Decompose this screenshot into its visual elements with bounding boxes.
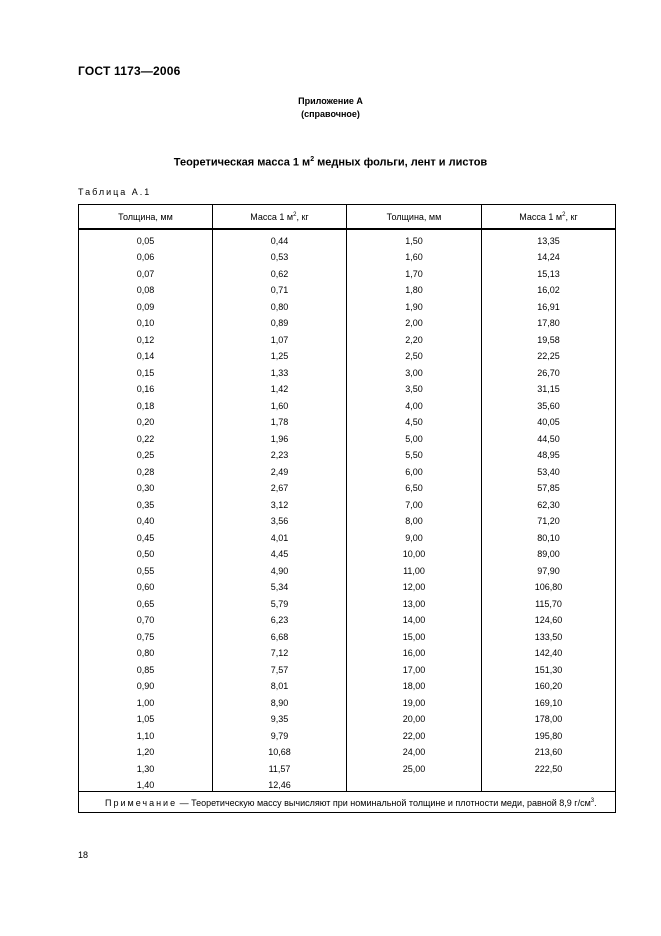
cell-thickness-1: 0,14 — [79, 346, 213, 363]
cell-thickness-1: 0,30 — [79, 478, 213, 495]
cell-mass-1: 6,68 — [213, 626, 347, 643]
cell-mass-1: 4,45 — [213, 544, 347, 561]
cell-thickness-1: 1,10 — [79, 725, 213, 742]
cell-thickness-2: 19,00 — [347, 692, 482, 709]
cell-mass-2 — [482, 775, 616, 792]
cell-mass-2: 16,02 — [482, 280, 616, 297]
cell-thickness-1: 0,06 — [79, 247, 213, 264]
cell-thickness-2: 12,00 — [347, 577, 482, 594]
cell-mass-2: 222,50 — [482, 758, 616, 775]
cell-mass-1: 9,35 — [213, 709, 347, 726]
cell-mass-1: 11,57 — [213, 758, 347, 775]
cell-thickness-2: 3,50 — [347, 379, 482, 396]
cell-mass-2: 80,10 — [482, 527, 616, 544]
cell-mass-2: 142,40 — [482, 643, 616, 660]
cell-thickness-2 — [347, 775, 482, 792]
cell-mass-2: 13,35 — [482, 229, 616, 247]
table-row — [79, 560, 616, 577]
header-mass-2-unit: , кг — [565, 211, 578, 222]
page-title — [0, 156, 661, 169]
cell-thickness-2: 22,00 — [347, 725, 482, 742]
title-suffix: медных фольги, лент и листов — [314, 156, 488, 169]
title-superscript: 2 — [310, 156, 315, 163]
cell-thickness-1: 0,60 — [79, 577, 213, 594]
cell-mass-1: 1,25 — [213, 346, 347, 363]
cell-thickness-1: 0,05 — [79, 229, 213, 247]
cell-thickness-1: 0,50 — [79, 544, 213, 561]
table-row — [79, 313, 616, 330]
note-superscript: 3 — [590, 798, 595, 804]
cell-mass-1: 10,68 — [213, 742, 347, 759]
cell-mass-1: 2,67 — [213, 478, 347, 495]
cell-mass-2: 35,60 — [482, 395, 616, 412]
header-mass-2-text: Масса 1 м — [519, 211, 563, 222]
cell-thickness-1: 0,85 — [79, 659, 213, 676]
cell-thickness-1: 1,30 — [79, 758, 213, 775]
header-mass-1 — [213, 205, 347, 230]
cell-mass-2: 213,60 — [482, 742, 616, 759]
cell-mass-1: 9,79 — [213, 725, 347, 742]
cell-thickness-1: 0,45 — [79, 527, 213, 544]
table-row — [79, 346, 616, 363]
cell-mass-2: 151,30 — [482, 659, 616, 676]
cell-thickness-2: 1,70 — [347, 263, 482, 280]
header-mass-1-sup: 2 — [293, 211, 297, 218]
cell-thickness-1: 0,65 — [79, 593, 213, 610]
cell-mass-2: 115,70 — [482, 593, 616, 610]
cell-mass-2: 71,20 — [482, 511, 616, 528]
cell-thickness-2: 1,50 — [347, 229, 482, 247]
table-row — [79, 247, 616, 264]
cell-thickness-1: 1,00 — [79, 692, 213, 709]
cell-mass-2: 19,58 — [482, 329, 616, 346]
cell-thickness-2: 24,00 — [347, 742, 482, 759]
cell-thickness-2: 17,00 — [347, 659, 482, 676]
cell-mass-1: 5,79 — [213, 593, 347, 610]
cell-mass-2: 97,90 — [482, 560, 616, 577]
cell-thickness-2: 16,00 — [347, 643, 482, 660]
table-row — [79, 395, 616, 412]
header-thickness-1: Толщина, мм — [79, 205, 213, 230]
cell-thickness-2: 5,50 — [347, 445, 482, 462]
appendix-subtitle: (справочное) — [301, 109, 360, 119]
table-row — [79, 296, 616, 313]
cell-mass-1: 1,60 — [213, 395, 347, 412]
cell-mass-2: 89,00 — [482, 544, 616, 561]
table-row — [79, 742, 616, 759]
page-number: 18 — [78, 850, 89, 860]
table-row — [79, 461, 616, 478]
title-prefix: Теоретическая масса 1 м — [173, 156, 311, 169]
cell-thickness-1: 0,70 — [79, 610, 213, 627]
table-note — [79, 792, 616, 813]
document-header: ГОСТ 1173—2006 — [78, 64, 181, 78]
cell-thickness-2: 5,00 — [347, 428, 482, 445]
cell-mass-1: 8,90 — [213, 692, 347, 709]
cell-thickness-1: 0,75 — [79, 626, 213, 643]
header-mass-2 — [482, 205, 616, 230]
cell-mass-2: 15,13 — [482, 263, 616, 280]
cell-thickness-2: 15,00 — [347, 626, 482, 643]
table-caption: Таблица А.1 — [78, 187, 152, 197]
cell-mass-2: 26,70 — [482, 362, 616, 379]
cell-mass-2: 160,20 — [482, 676, 616, 693]
cell-mass-1: 8,01 — [213, 676, 347, 693]
table-row — [79, 428, 616, 445]
cell-thickness-2: 20,00 — [347, 709, 482, 726]
cell-thickness-2: 7,00 — [347, 494, 482, 511]
cell-mass-2: 106,80 — [482, 577, 616, 594]
table-row — [79, 379, 616, 396]
cell-thickness-2: 13,00 — [347, 593, 482, 610]
table-row — [79, 758, 616, 775]
cell-thickness-2: 9,00 — [347, 527, 482, 544]
cell-thickness-1: 0,55 — [79, 560, 213, 577]
cell-thickness-1: 0,16 — [79, 379, 213, 396]
cell-mass-1: 1,96 — [213, 428, 347, 445]
cell-thickness-2: 4,00 — [347, 395, 482, 412]
cell-thickness-2: 6,00 — [347, 461, 482, 478]
cell-thickness-2: 14,00 — [347, 610, 482, 627]
cell-mass-2: 31,15 — [482, 379, 616, 396]
cell-mass-1: 2,23 — [213, 445, 347, 462]
cell-mass-2: 40,05 — [482, 412, 616, 429]
cell-thickness-1: 1,05 — [79, 709, 213, 726]
cell-thickness-1: 0,80 — [79, 643, 213, 660]
header-mass-1-text: Масса 1 м — [250, 211, 294, 222]
table-row — [79, 725, 616, 742]
table-row — [79, 577, 616, 594]
cell-thickness-1: 0,20 — [79, 412, 213, 429]
table-header-row — [79, 205, 616, 230]
header-mass-2-sup: 2 — [562, 211, 566, 218]
cell-mass-1: 6,23 — [213, 610, 347, 627]
note-row — [79, 792, 616, 813]
cell-thickness-2: 2,50 — [347, 346, 482, 363]
table-row — [79, 445, 616, 462]
cell-thickness-2: 4,50 — [347, 412, 482, 429]
table-row — [79, 412, 616, 429]
cell-mass-2: 169,10 — [482, 692, 616, 709]
table-row — [79, 478, 616, 495]
cell-mass-1: 1,33 — [213, 362, 347, 379]
header-mass-1-unit: , кг — [296, 211, 309, 222]
cell-mass-2: 16,91 — [482, 296, 616, 313]
table-row — [79, 610, 616, 627]
cell-mass-2: 195,80 — [482, 725, 616, 742]
cell-mass-1: 0,62 — [213, 263, 347, 280]
table-row — [79, 659, 616, 676]
cell-thickness-1: 1,20 — [79, 742, 213, 759]
cell-mass-2: 124,60 — [482, 610, 616, 627]
cell-thickness-1: 0,22 — [79, 428, 213, 445]
cell-mass-1: 0,71 — [213, 280, 347, 297]
cell-mass-1: 0,80 — [213, 296, 347, 313]
cell-thickness-1: 0,25 — [79, 445, 213, 462]
cell-thickness-2: 25,00 — [347, 758, 482, 775]
cell-thickness-1: 1,40 — [79, 775, 213, 792]
cell-thickness-2: 1,90 — [347, 296, 482, 313]
table-row — [79, 676, 616, 693]
cell-mass-1: 7,12 — [213, 643, 347, 660]
cell-mass-2: 48,95 — [482, 445, 616, 462]
cell-thickness-1: 0,12 — [79, 329, 213, 346]
note-label: Примечание — [105, 798, 178, 808]
cell-thickness-2: 8,00 — [347, 511, 482, 528]
cell-mass-2: 178,00 — [482, 709, 616, 726]
cell-thickness-1: 0,18 — [79, 395, 213, 412]
cell-mass-1: 0,53 — [213, 247, 347, 264]
table-row — [79, 593, 616, 610]
table-row — [79, 544, 616, 561]
cell-thickness-2: 10,00 — [347, 544, 482, 561]
table-row — [79, 329, 616, 346]
table-row — [79, 643, 616, 660]
table-row — [79, 229, 616, 247]
cell-mass-1: 3,12 — [213, 494, 347, 511]
table-row — [79, 527, 616, 544]
cell-mass-1: 1,07 — [213, 329, 347, 346]
cell-thickness-2: 1,80 — [347, 280, 482, 297]
cell-mass-1: 7,57 — [213, 659, 347, 676]
cell-thickness-2: 18,00 — [347, 676, 482, 693]
table-row — [79, 362, 616, 379]
cell-mass-1: 4,90 — [213, 560, 347, 577]
cell-thickness-1: 0,08 — [79, 280, 213, 297]
cell-thickness-2: 11,00 — [347, 560, 482, 577]
cell-thickness-2: 2,20 — [347, 329, 482, 346]
table-row — [79, 775, 616, 792]
mass-table — [78, 204, 616, 813]
table-row — [79, 263, 616, 280]
cell-thickness-1: 0,09 — [79, 296, 213, 313]
table-row — [79, 709, 616, 726]
cell-mass-1: 5,34 — [213, 577, 347, 594]
cell-thickness-1: 0,90 — [79, 676, 213, 693]
cell-thickness-2: 6,50 — [347, 478, 482, 495]
cell-mass-1: 1,42 — [213, 379, 347, 396]
cell-mass-2: 17,80 — [482, 313, 616, 330]
appendix-title: Приложение А — [298, 96, 363, 106]
cell-thickness-2: 2,00 — [347, 313, 482, 330]
cell-thickness-1: 0,10 — [79, 313, 213, 330]
cell-mass-2: 22,25 — [482, 346, 616, 363]
cell-mass-2: 53,40 — [482, 461, 616, 478]
cell-mass-2: 133,50 — [482, 626, 616, 643]
cell-mass-2: 14,24 — [482, 247, 616, 264]
cell-thickness-1: 0,07 — [79, 263, 213, 280]
cell-mass-1: 0,89 — [213, 313, 347, 330]
note-text: — Теоретическую массу вычисляют при номинальной толщине и плотности меди, равной 8,9 г/см — [177, 798, 591, 808]
cell-mass-1: 12,46 — [213, 775, 347, 792]
cell-mass-2: 62,30 — [482, 494, 616, 511]
cell-mass-1: 1,78 — [213, 412, 347, 429]
cell-thickness-1: 0,15 — [79, 362, 213, 379]
cell-mass-1: 0,44 — [213, 229, 347, 247]
cell-thickness-1: 0,35 — [79, 494, 213, 511]
cell-mass-2: 57,85 — [482, 478, 616, 495]
cell-thickness-2: 1,60 — [347, 247, 482, 264]
table-row — [79, 494, 616, 511]
cell-thickness-2: 3,00 — [347, 362, 482, 379]
cell-mass-1: 3,56 — [213, 511, 347, 528]
cell-mass-1: 2,49 — [213, 461, 347, 478]
cell-mass-1: 4,01 — [213, 527, 347, 544]
cell-thickness-1: 0,40 — [79, 511, 213, 528]
cell-thickness-1: 0,28 — [79, 461, 213, 478]
cell-mass-2: 44,50 — [482, 428, 616, 445]
table-row — [79, 511, 616, 528]
note-end: . — [594, 798, 597, 808]
table-row — [79, 626, 616, 643]
header-thickness-2: Толщина, мм — [347, 205, 482, 230]
table-row — [79, 692, 616, 709]
table-row — [79, 280, 616, 297]
